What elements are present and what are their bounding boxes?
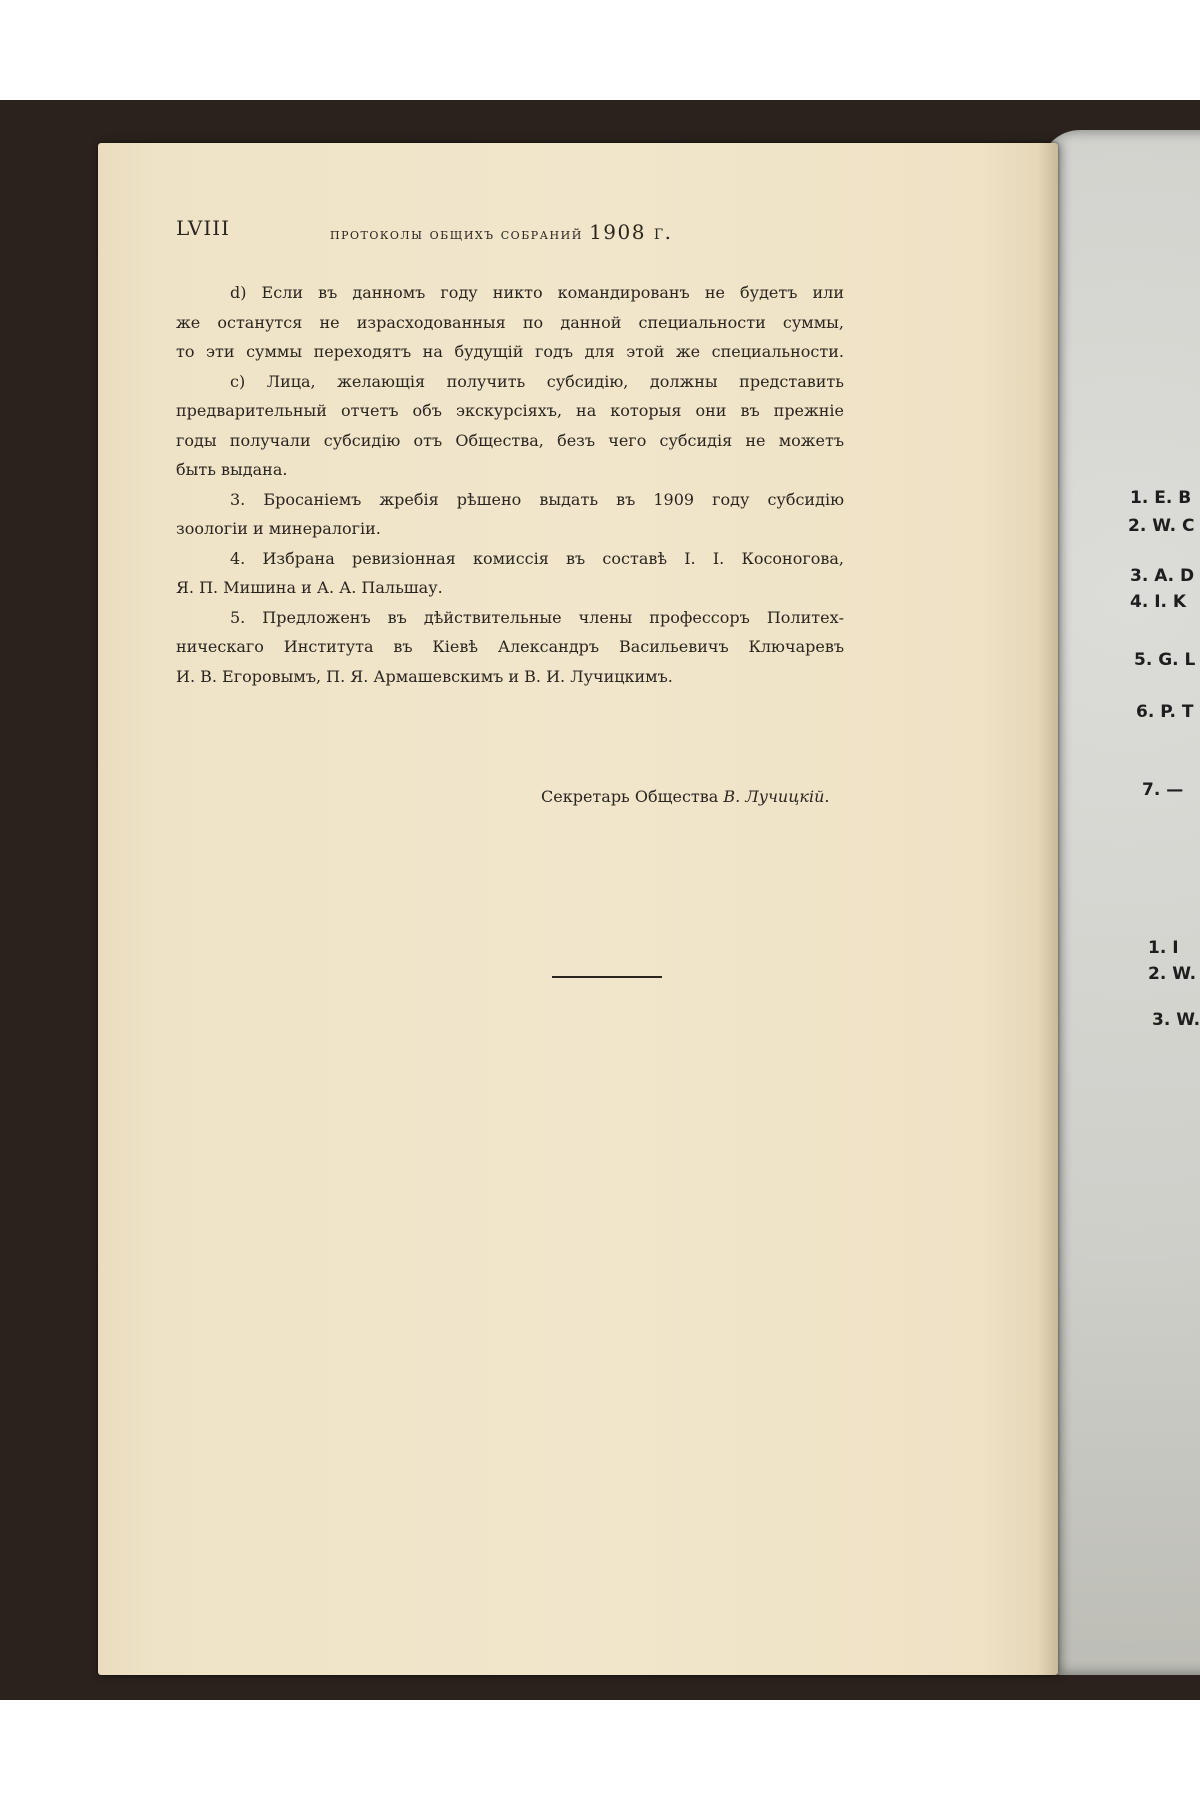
facing-page-fragment: 1. E. B: [1130, 488, 1192, 508]
text-line: же останутся не израсходованныя по данной специальности суммы,: [176, 312, 844, 332]
facing-page-fragment: 5. G. L: [1134, 650, 1196, 670]
text-line: 5. Предложенъ въ дѣйствительные члены профессоръ Политех-: [230, 607, 844, 627]
text-line: И. В. Егоровымъ, П. Я. Армашевскимъ и В. И. Лучицкимъ.: [176, 666, 673, 686]
text-line: быть выдана.: [176, 460, 288, 479]
facing-page-fragment: 3. A. D: [1130, 566, 1195, 586]
signature-name: В. Лучицкій.: [723, 787, 830, 806]
signature: [541, 787, 829, 806]
text-line: ническаго Института въ Кіевѣ Александръ Васильевичъ Ключаревъ: [176, 637, 844, 656]
paragraph-3: [176, 485, 844, 544]
facing-page-fragment: 4. I. K: [1130, 592, 1187, 612]
running-title-year: 1908 г.: [589, 220, 673, 244]
text-line: Я. П. Мишина и А. А. Пальшау.: [176, 578, 443, 597]
text-line: предварительный отчетъ объ экскурсіяхъ, на которыя они въ прежніе: [176, 401, 844, 420]
text-line: c) Лица, желающія получить субсидію, должны представить: [230, 371, 844, 391]
paragraph-d: [176, 278, 844, 367]
page-spine-shadow: [1038, 143, 1058, 1675]
facing-page: [1040, 130, 1200, 1675]
end-rule: [552, 976, 662, 978]
signature-role: Секретарь Общества: [541, 787, 719, 806]
page-number: LVIII: [176, 216, 231, 240]
facing-page-fragment: 3. W.: [1152, 1010, 1200, 1030]
document-body: [176, 278, 844, 691]
text-line: 4. Избрана ревизіонная комиссія въ составѣ І. І. Косоногова,: [230, 548, 844, 568]
facing-page-fragment: 2. W.: [1148, 964, 1197, 984]
facing-page-fragment: 6. P. T: [1136, 702, 1194, 722]
facing-page-fragment: 2. W. C: [1128, 516, 1195, 536]
text-line: 3. Бросаніемъ жребія рѣшено выдать въ 1909 году субсидію: [230, 489, 844, 509]
paragraph-4: [176, 544, 844, 603]
facing-page-fragment: 1. I: [1148, 938, 1179, 958]
facing-page-fragment: 7. —: [1142, 780, 1184, 800]
running-title-text: протоколы общихъ собраний: [330, 225, 583, 243]
paragraph-5: [176, 603, 844, 692]
text-line: то эти суммы переходятъ на будущій годъ для этой же специальности.: [176, 342, 844, 361]
text-line: годы получали субсидію отъ Общества, безъ чего субсидія не можетъ: [176, 430, 844, 450]
paragraph-c: [176, 367, 844, 485]
text-line: зоологіи и минералогіи.: [176, 519, 381, 538]
text-line: d) Если въ данномъ году никто командированъ не будетъ или: [230, 283, 844, 302]
page-header: [176, 216, 936, 246]
running-title: [330, 220, 672, 244]
